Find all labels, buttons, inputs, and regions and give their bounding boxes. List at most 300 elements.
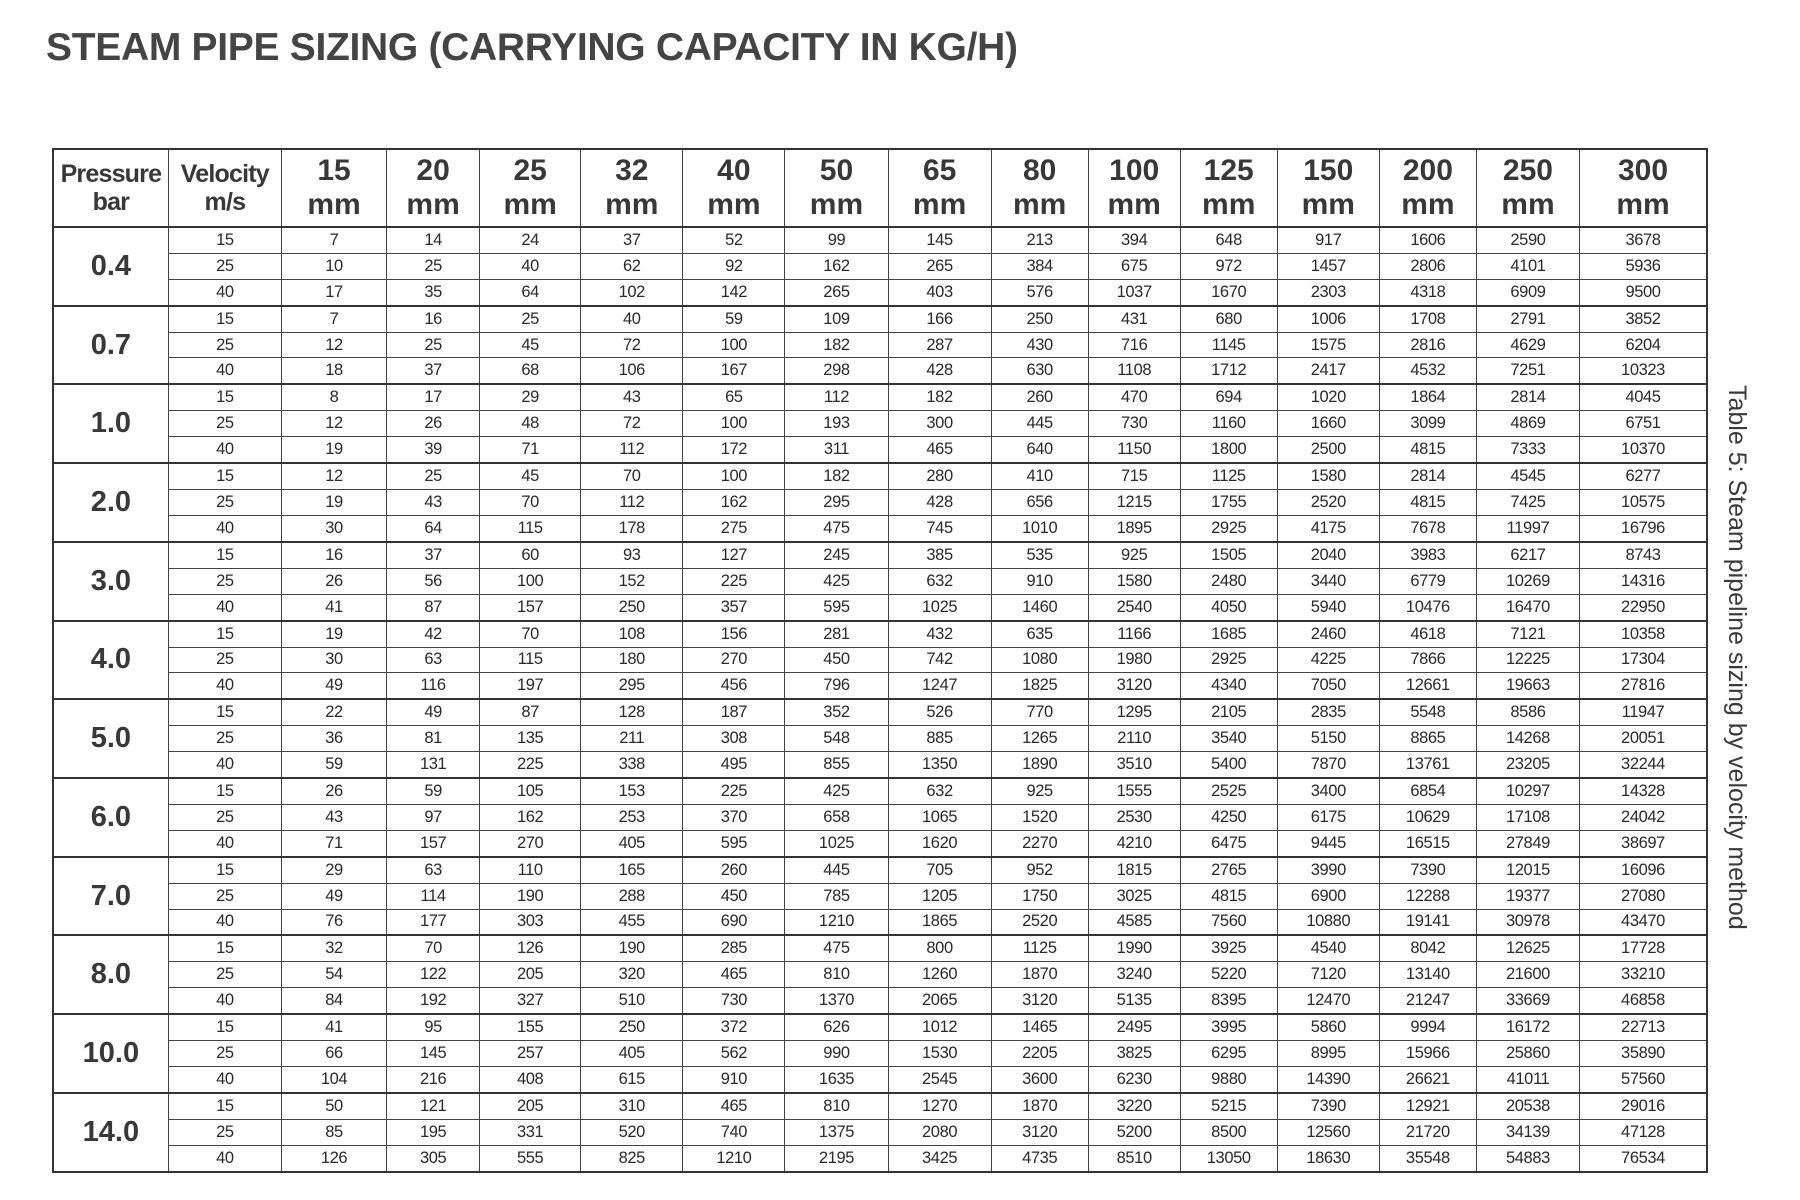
capacity-cell: 15966 [1379,1041,1476,1067]
capacity-cell: 19663 [1476,673,1579,699]
pressure-cell: 14.0 [53,1093,168,1172]
velocity-cell: 25 [168,253,281,279]
velocity-cell: 25 [168,804,281,830]
capacity-cell: 694 [1180,384,1277,410]
capacity-cell: 675 [1088,253,1180,279]
capacity-cell: 1635 [785,1066,888,1092]
size-column-header [1088,149,1180,227]
capacity-cell: 810 [785,1093,888,1119]
capacity-cell: 19377 [1476,883,1579,909]
capacity-cell: 2270 [991,830,1088,856]
capacity-cell: 225 [683,568,785,594]
table-row [53,962,1707,988]
capacity-cell: 510 [581,988,683,1014]
capacity-cell: 8995 [1277,1041,1379,1067]
velocity-cell: 25 [168,490,281,516]
capacity-cell: 95 [387,1014,480,1040]
capacity-cell: 17728 [1580,935,1708,961]
capacity-cell: 1205 [888,883,991,909]
capacity-cell: 3510 [1088,752,1180,778]
capacity-cell: 21720 [1379,1119,1476,1145]
capacity-cell: 403 [888,279,991,305]
pressure-cell: 2.0 [53,463,168,542]
capacity-cell: 26 [281,778,386,804]
capacity-cell: 121 [387,1093,480,1119]
capacity-cell: 740 [683,1119,785,1145]
capacity-cell: 93 [581,542,683,568]
capacity-cell: 142 [683,279,785,305]
capacity-cell: 3025 [1088,883,1180,909]
capacity-cell: 1108 [1088,358,1180,384]
capacity-cell: 2205 [991,1041,1088,1067]
capacity-cell: 3825 [1088,1041,1180,1067]
capacity-cell: 54 [281,962,386,988]
capacity-cell: 270 [480,830,581,856]
capacity-cell: 87 [387,594,480,620]
capacity-cell: 716 [1088,332,1180,358]
capacity-cell: 16 [281,542,386,568]
capacity-cell: 428 [888,358,991,384]
pressure-header-label: Pressure [60,160,162,188]
capacity-cell: 10297 [1476,778,1579,804]
capacity-cell: 2540 [1088,594,1180,620]
velocity-cell: 15 [168,463,281,489]
capacity-cell: 70 [480,490,581,516]
capacity-cell: 17 [281,279,386,305]
capacity-cell: 287 [888,332,991,358]
pressure-cell: 0.7 [53,306,168,385]
capacity-cell: 41 [281,594,386,620]
capacity-cell: 275 [683,515,785,541]
capacity-cell: 29 [480,384,581,410]
capacity-cell: 8510 [1088,1145,1180,1172]
table-body [53,227,1707,1172]
capacity-cell: 1555 [1088,778,1180,804]
capacity-cell: 295 [581,673,683,699]
capacity-cell: 25 [480,306,581,332]
capacity-cell: 250 [991,306,1088,332]
capacity-cell: 116 [387,673,480,699]
capacity-cell: 2816 [1379,332,1476,358]
capacity-cell: 23205 [1476,752,1579,778]
capacity-cell: 14268 [1476,726,1579,752]
capacity-cell: 104 [281,1066,386,1092]
capacity-cell: 41 [281,1014,386,1040]
capacity-cell: 475 [785,935,888,961]
capacity-cell: 81 [387,726,480,752]
capacity-cell: 14328 [1580,778,1708,804]
capacity-cell: 320 [581,962,683,988]
capacity-cell: 10370 [1580,437,1708,463]
capacity-cell: 260 [683,857,785,883]
capacity-cell: 131 [387,752,480,778]
capacity-cell: 13140 [1379,962,1476,988]
capacity-cell: 27080 [1580,883,1708,909]
capacity-cell: 25 [387,332,480,358]
capacity-cell: 26621 [1379,1066,1476,1092]
capacity-cell: 7 [281,227,386,253]
size-value: 15 [317,154,351,188]
capacity-cell: 2110 [1088,726,1180,752]
capacity-cell: 12560 [1277,1119,1379,1145]
capacity-cell: 3099 [1379,411,1476,437]
capacity-cell: 796 [785,673,888,699]
capacity-cell: 1012 [888,1014,991,1040]
capacity-cell: 295 [785,490,888,516]
capacity-cell: 1025 [888,594,991,620]
capacity-cell: 9500 [1580,279,1708,305]
capacity-cell: 730 [683,988,785,1014]
capacity-cell: 16796 [1580,515,1708,541]
capacity-cell: 2530 [1088,804,1180,830]
capacity-cell: 92 [683,253,785,279]
capacity-cell: 562 [683,1041,785,1067]
capacity-cell: 4618 [1379,621,1476,647]
capacity-cell: 526 [888,699,991,725]
capacity-cell: 4815 [1379,490,1476,516]
capacity-cell: 162 [785,253,888,279]
velocity-cell: 15 [168,384,281,410]
capacity-cell: 10476 [1379,594,1476,620]
capacity-cell: 167 [683,358,785,384]
capacity-cell: 2765 [1180,857,1277,883]
capacity-cell: 19 [281,621,386,647]
velocity-cell: 15 [168,857,281,883]
capacity-cell: 30 [281,647,386,673]
size-unit: mm [809,188,864,221]
size-value: 80 [1022,154,1057,188]
capacity-cell: 22713 [1580,1014,1708,1040]
table-row [53,358,1707,384]
capacity-cell: 635 [991,621,1088,647]
capacity-cell: 10880 [1277,909,1379,935]
capacity-cell: 4532 [1379,358,1476,384]
velocity-cell: 15 [168,1014,281,1040]
capacity-cell: 990 [785,1041,888,1067]
capacity-cell: 1166 [1088,621,1180,647]
table-row [53,988,1707,1014]
table-row [53,411,1707,437]
capacity-cell: 4045 [1580,384,1708,410]
capacity-cell: 4050 [1180,594,1277,620]
capacity-cell: 16470 [1476,594,1579,620]
capacity-cell: 1825 [991,673,1088,699]
size-column-header [387,149,480,227]
capacity-cell: 162 [683,490,785,516]
capacity-cell: 3983 [1379,542,1476,568]
capacity-cell: 10358 [1580,621,1708,647]
size-unit: mm [307,188,361,221]
capacity-cell: 56 [387,568,480,594]
capacity-cell: 145 [888,227,991,253]
page-title: STEAM PIPE SIZING (CARRYING CAPACITY IN KG/H) [46,26,1018,69]
capacity-cell: 715 [1088,463,1180,489]
capacity-cell: 70 [387,935,480,961]
capacity-cell: 1575 [1277,332,1379,358]
capacity-cell: 7390 [1379,857,1476,883]
capacity-cell: 32 [281,935,386,961]
capacity-cell: 2806 [1379,253,1476,279]
capacity-cell: 14316 [1580,568,1708,594]
capacity-cell: 3400 [1277,778,1379,804]
size-column-header [281,149,386,227]
size-unit: mm [406,188,460,221]
capacity-cell: 16096 [1580,857,1708,883]
capacity-cell: 12 [281,411,386,437]
capacity-cell: 60 [480,542,581,568]
capacity-cell: 59 [683,306,785,332]
capacity-cell: 22 [281,699,386,725]
capacity-cell: 20538 [1476,1093,1579,1119]
capacity-cell: 157 [387,830,480,856]
capacity-cell: 2495 [1088,1014,1180,1040]
size-value: 125 [1203,154,1254,188]
table-row [53,935,1707,961]
velocity-cell: 40 [168,358,281,384]
size-column-header [1180,149,1277,227]
capacity-cell: 548 [785,726,888,752]
capacity-cell: 7560 [1180,909,1277,935]
capacity-cell: 4815 [1379,437,1476,463]
capacity-cell: 1125 [991,935,1088,961]
capacity-cell: 20051 [1580,726,1708,752]
size-column-header [1379,149,1476,227]
capacity-cell: 288 [581,883,683,909]
capacity-cell: 952 [991,857,1088,883]
size-value: 65 [922,154,957,188]
capacity-cell: 595 [785,594,888,620]
capacity-cell: 656 [991,490,1088,516]
capacity-cell: 1712 [1180,358,1277,384]
capacity-cell: 770 [991,699,1088,725]
capacity-cell: 34139 [1476,1119,1579,1145]
table-row [53,227,1707,253]
velocity-cell: 15 [168,1093,281,1119]
capacity-cell: 372 [683,1014,785,1040]
capacity-cell: 33669 [1476,988,1579,1014]
capacity-cell: 1864 [1379,384,1476,410]
table-row [53,1145,1707,1172]
capacity-cell: 156 [683,621,785,647]
capacity-cell: 384 [991,253,1088,279]
capacity-cell: 285 [683,935,785,961]
capacity-cell: 2814 [1476,384,1579,410]
capacity-cell: 7425 [1476,490,1579,516]
size-value: 200 [1402,154,1453,188]
capacity-cell: 16172 [1476,1014,1579,1040]
capacity-cell: 24042 [1580,804,1708,830]
velocity-cell: 15 [168,778,281,804]
capacity-cell: 26 [281,568,386,594]
capacity-cell: 135 [480,726,581,752]
capacity-cell: 680 [1180,306,1277,332]
capacity-cell: 465 [888,437,991,463]
capacity-cell: 1160 [1180,411,1277,437]
capacity-cell: 205 [480,962,581,988]
capacity-cell: 8395 [1180,988,1277,1014]
table-row [53,279,1707,305]
capacity-cell: 29016 [1580,1093,1708,1119]
capacity-cell: 338 [581,752,683,778]
velocity-cell: 40 [168,515,281,541]
size-column-header [480,149,581,227]
size-unit: mm [605,188,659,221]
capacity-cell: 26 [387,411,480,437]
capacity-cell: 65 [683,384,785,410]
table-row [53,857,1707,883]
capacity-cell: 470 [1088,384,1180,410]
capacity-cell: 281 [785,621,888,647]
capacity-cell: 14 [387,227,480,253]
capacity-cell: 8865 [1379,726,1476,752]
capacity-cell: 810 [785,962,888,988]
capacity-cell: 253 [581,804,683,830]
capacity-cell: 46858 [1580,988,1708,1014]
capacity-cell: 100 [683,463,785,489]
capacity-cell: 18630 [1277,1145,1379,1172]
capacity-cell: 705 [888,857,991,883]
capacity-cell: 66 [281,1041,386,1067]
capacity-cell: 195 [387,1119,480,1145]
capacity-cell: 4585 [1088,909,1180,935]
capacity-cell: 10575 [1580,490,1708,516]
table-row [53,542,1707,568]
capacity-cell: 84 [281,988,386,1014]
capacity-cell: 630 [991,358,1088,384]
capacity-cell: 43 [581,384,683,410]
capacity-cell: 216 [387,1066,480,1092]
capacity-cell: 1990 [1088,935,1180,961]
capacity-cell: 5150 [1277,726,1379,752]
capacity-cell: 2520 [1277,490,1379,516]
capacity-cell: 4869 [1476,411,1579,437]
table-row [53,490,1707,516]
capacity-cell: 1006 [1277,306,1379,332]
capacity-cell: 6854 [1379,778,1476,804]
capacity-cell: 5135 [1088,988,1180,1014]
velocity-cell: 25 [168,726,281,752]
capacity-cell: 43470 [1580,909,1708,935]
capacity-cell: 425 [785,568,888,594]
capacity-cell: 6217 [1476,542,1579,568]
velocity-cell: 40 [168,279,281,305]
capacity-cell: 3220 [1088,1093,1180,1119]
capacity-cell: 311 [785,437,888,463]
capacity-cell: 2480 [1180,568,1277,594]
capacity-cell: 32244 [1580,752,1708,778]
capacity-cell: 48 [480,411,581,437]
capacity-cell: 9994 [1379,1014,1476,1040]
capacity-cell: 300 [888,411,991,437]
capacity-cell: 102 [581,279,683,305]
capacity-cell: 5940 [1277,594,1379,620]
capacity-cell: 72 [581,332,683,358]
velocity-cell: 25 [168,411,281,437]
capacity-cell: 465 [683,962,785,988]
capacity-cell: 855 [785,752,888,778]
capacity-cell: 408 [480,1066,581,1092]
velocity-cell: 15 [168,542,281,568]
capacity-cell: 45 [480,332,581,358]
capacity-cell: 1660 [1277,411,1379,437]
capacity-cell: 126 [480,935,581,961]
velocity-column-header [168,149,281,227]
size-column-header [888,149,991,227]
capacity-cell: 303 [480,909,581,935]
capacity-cell: 1505 [1180,542,1277,568]
velocity-cell: 15 [168,935,281,961]
capacity-cell: 495 [683,752,785,778]
capacity-cell: 52 [683,227,785,253]
capacity-cell: 14390 [1277,1066,1379,1092]
capacity-cell: 535 [991,542,1088,568]
capacity-cell: 152 [581,568,683,594]
capacity-cell: 245 [785,542,888,568]
velocity-header-label: Velocity [180,160,269,188]
table-row [53,384,1707,410]
capacity-cell: 3678 [1580,227,1708,253]
capacity-cell: 19 [281,490,386,516]
capacity-cell: 27849 [1476,830,1579,856]
capacity-cell: 1530 [888,1041,991,1067]
capacity-cell: 357 [683,594,785,620]
capacity-cell: 70 [581,463,683,489]
capacity-cell: 87 [480,699,581,725]
capacity-cell: 6900 [1277,883,1379,909]
capacity-cell: 76 [281,909,386,935]
table-row [53,830,1707,856]
capacity-cell: 12225 [1476,647,1579,673]
capacity-cell: 30978 [1476,909,1579,935]
capacity-cell: 190 [480,883,581,909]
steam-pipe-sizing-table [52,148,1708,1173]
capacity-cell: 555 [480,1145,581,1172]
capacity-cell: 1457 [1277,253,1379,279]
capacity-cell: 1020 [1277,384,1379,410]
capacity-cell: 745 [888,515,991,541]
capacity-cell: 7121 [1476,621,1579,647]
capacity-cell: 3852 [1580,306,1708,332]
capacity-cell: 3440 [1277,568,1379,594]
capacity-cell: 100 [683,411,785,437]
capacity-cell: 910 [683,1066,785,1092]
size-value: 32 [615,154,649,188]
capacity-cell: 9880 [1180,1066,1277,1092]
capacity-cell: 2525 [1180,778,1277,804]
capacity-cell: 1870 [991,962,1088,988]
capacity-cell: 265 [785,279,888,305]
capacity-cell: 1520 [991,804,1088,830]
capacity-cell: 7120 [1277,962,1379,988]
capacity-cell: 1270 [888,1093,991,1119]
capacity-cell: 162 [480,804,581,830]
capacity-cell: 25 [387,463,480,489]
capacity-cell: 405 [581,830,683,856]
capacity-cell: 166 [888,306,991,332]
size-unit: mm [1301,188,1355,221]
capacity-cell: 1465 [991,1014,1088,1040]
capacity-cell: 2417 [1277,358,1379,384]
pressure-cell: 4.0 [53,621,168,700]
pressure-cell: 1.0 [53,384,168,463]
capacity-cell: 1815 [1088,857,1180,883]
capacity-cell: 12625 [1476,935,1579,961]
velocity-cell: 40 [168,830,281,856]
pressure-cell: 3.0 [53,542,168,621]
capacity-cell: 1460 [991,594,1088,620]
capacity-cell: 3600 [991,1066,1088,1092]
size-column-header [581,149,683,227]
